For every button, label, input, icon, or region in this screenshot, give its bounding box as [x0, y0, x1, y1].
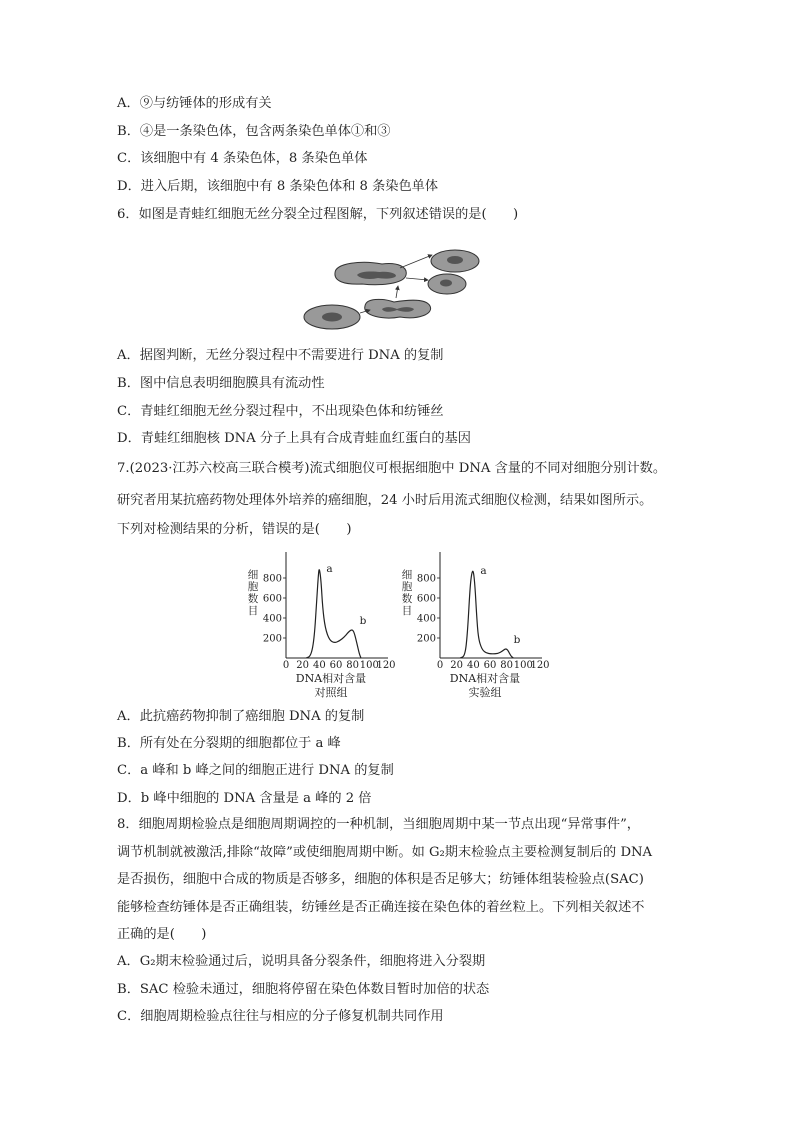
q8-stem-line5: 正确的是( ) — [117, 927, 207, 942]
q7-stem-line1: 7.(2023·江苏六校高三联合模考)流式细胞仪可根据细胞中 DNA 含量的不同对细胞分别计数。 — [117, 461, 667, 476]
chart1-y-axis-label: 数 — [247, 593, 259, 605]
q5-option-c: C．该细胞中有 4 条染色体，8 条染色单体 — [117, 151, 368, 166]
chart2-x-axis-label: DNA相对含量 — [449, 672, 521, 685]
chart2-x-tick-label: 40 — [466, 660, 480, 671]
chart1-title: 对照组 — [314, 686, 348, 699]
q8-stem-line4: 能够检查纺锤体是否正确组装，纺锤丝是否正确连接在染色体的着丝粒上。下列相关叙述不 — [117, 900, 645, 915]
chart2-peak-label: b — [513, 634, 521, 646]
arrow-3 — [400, 255, 432, 268]
q5-option-b: B．④是一条染色体，包含两条染色单体①和③ — [117, 124, 391, 139]
chart2-x-tick-label: 0 — [436, 660, 444, 671]
cell-dividing-upper — [335, 262, 406, 284]
chart2-x-tick-label: 80 — [500, 660, 514, 671]
q8-stem-line1: 8．细胞周期检验点是细胞周期调控的一种机制，当细胞周期中某一节点出现“异常事件”， — [117, 817, 640, 832]
q8-option-c: C．细胞周期检验点往往与相应的分子修复机制共同作用 — [117, 1009, 444, 1024]
chart1-x-tick-label: 100 — [359, 660, 379, 671]
q8-stem-line2: 调节机制就被激活,排除“故障”或使细胞周期中断。如 G₂期末检验点主要检测复制后的 DNA — [117, 845, 653, 860]
chart2-series-line — [460, 571, 513, 658]
chart2-y-axis-label: 细 — [401, 569, 413, 581]
q6-option-b: B．图中信息表明细胞膜具有流动性 — [117, 376, 325, 391]
chart2-y-axis-label: 目 — [401, 605, 413, 617]
chart2-peak-label: a — [480, 565, 487, 577]
q5-option-d: D．进入后期，该细胞中有 8 条染色体和 8 条染色单体 — [117, 179, 439, 194]
chart2-y-tick-label: 600 — [416, 593, 436, 605]
chart1-x-tick-label: 20 — [296, 660, 310, 671]
q8-option-a: A．G₂期末检验通过后，说明具备分裂条件，细胞将进入分裂期 — [117, 954, 486, 969]
chart2-y-tick-label: 400 — [416, 613, 436, 625]
frog-rbc-amitosis-diagram — [300, 240, 500, 339]
q5-option-a: A．⑨与纺锤体的形成有关 — [117, 96, 272, 111]
chart1-x-tick-label: 0 — [282, 660, 290, 671]
cell-parent — [304, 305, 360, 329]
cell-daughter-top — [431, 250, 479, 272]
q7-option-b: B．所有处在分裂期的细胞都位于 a 峰 — [117, 736, 341, 751]
q6-option-c: C．青蛙红细胞无丝分裂过程中，不出现染色体和纺锤丝 — [117, 404, 444, 419]
chart2-y-tick-label: 800 — [416, 573, 436, 585]
chart1-x-tick-label: 40 — [312, 660, 326, 671]
chart1-y-axis-label: 胞 — [247, 581, 259, 593]
chart1-x-tick-label: 120 — [376, 660, 396, 671]
q7-option-d: D．b 峰中细胞的 DNA 含量是 a 峰的 2 倍 — [117, 791, 372, 806]
arrow-2 — [396, 286, 398, 298]
chart1-x-tick-label: 80 — [346, 660, 360, 671]
chart1-y-tick-label: 200 — [262, 633, 282, 645]
chart1-y-axis-label: 目 — [247, 605, 259, 617]
chart1-y-tick-label: 400 — [262, 613, 282, 625]
chart2-y-axis-label: 数 — [401, 593, 413, 605]
chart2-y-tick-label: 200 — [416, 633, 436, 645]
chart2-x-tick-label: 120 — [530, 660, 550, 671]
chart2-title: 实验组 — [468, 686, 502, 699]
chart2-y-axis-label: 胞 — [401, 581, 413, 593]
q7-stem-line3: 下列对检测结果的分析，错误的是( ) — [117, 522, 352, 537]
chart1-peak-label: b — [359, 615, 367, 627]
chart1-series-line — [306, 570, 361, 658]
chart1-y-tick-label: 800 — [262, 573, 282, 585]
q7-option-c: C．a 峰和 b 峰之间的细胞正进行 DNA 的复制 — [117, 763, 394, 778]
chart2-x-tick-label: 20 — [450, 660, 464, 671]
chart1-x-axis-label: DNA相对含量 — [295, 672, 367, 685]
chart1-y-tick-label: 600 — [262, 593, 282, 605]
q6-stem: 6．如图是青蛙红细胞无丝分裂全过程图解，下列叙述错误的是( ) — [117, 207, 519, 222]
q8-stem-line3: 是否损伤，细胞中合成的物质是否够多，细胞的体积是否足够大；纺锤体组装检验点(SAC) — [117, 872, 644, 887]
q6-option-a: A．据图判断，无丝分裂过程中不需要进行 DNA 的复制 — [117, 348, 444, 363]
cell-dividing-lower — [365, 299, 431, 318]
q7-option-a: A．此抗癌药物抑制了癌细胞 DNA 的复制 — [117, 709, 365, 724]
chart2-x-tick-label: 60 — [483, 660, 497, 671]
arrow-4 — [406, 278, 428, 280]
chart2-x-tick-label: 100 — [513, 660, 533, 671]
chart1-x-tick-label: 60 — [329, 660, 343, 671]
q6-option-d: D．青蛙红细胞核 DNA 分子上具有合成青蛙血红蛋白的基因 — [117, 431, 471, 446]
cell-daughter-bottom — [428, 274, 466, 294]
chart1-peak-label: a — [326, 563, 333, 575]
q7-stem-line2: 研究者用某抗癌药物处理体外培养的癌细胞，24 小时后用流式细胞仪检测，结果如图所示。 — [117, 493, 653, 508]
q8-option-b: B．SAC 检验未通过，细胞将停留在染色体数目暂时加倍的状态 — [117, 982, 490, 997]
chart1-y-axis-label: 细 — [247, 569, 259, 581]
flow-cytometry-charts — [240, 548, 560, 704]
